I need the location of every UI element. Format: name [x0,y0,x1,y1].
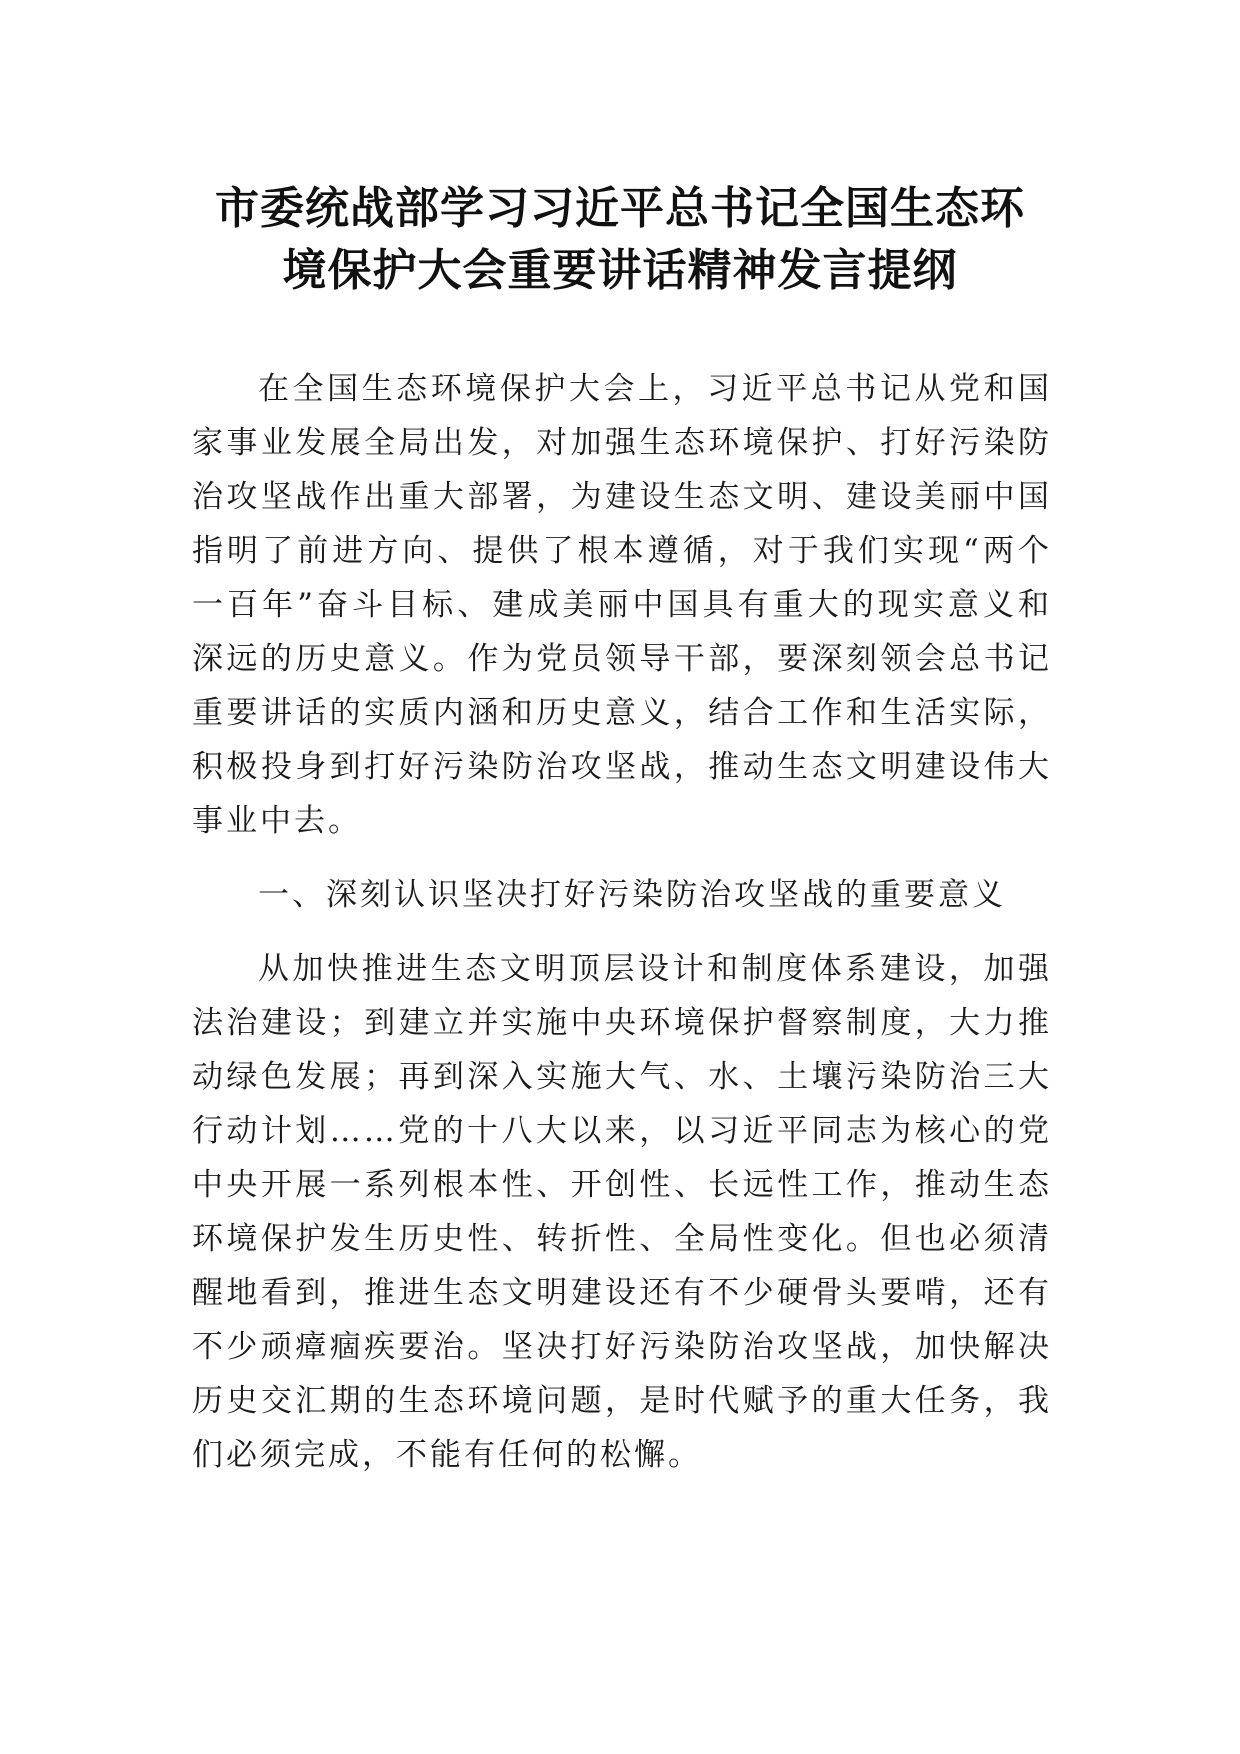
document-body [192,362,1052,1502]
intro-paragraph: 在全国生态环境保护大会上，习近平总书记从党和国家事业发展全局出发，对加强生态环境保护、打好污染防治攻坚战作出重大部署，为建设生态文明、建设美丽中国指明了前进方向、提供了根本遵循，对于我们实现“两个一百年”奋斗目标、建成美丽中国具有重大的现实意义和深远的历史意义。作为党员领导干部，要深刻领会总书记重要讲话的实质内涵和历史意义，结合工作和生活实际，积极投身到打好污染防治攻坚战，推动生态文明建设伟大事业中去。 [192,371,1052,839]
title-line-2: 境保护大会重要讲话精神发言提纲 [282,245,958,296]
section-paragraph: 从加快推进生态文明顶层设计和制度体系建设，加强法治建设；到建立并实施中央环境保护督察制度，大力推动绿色发展；再到深入实施大气、水、土壤污染防治三大行动计划……党的十八大以来，以习近平同志为核心的党中央开展一系列根本性、开创性、长远性工作，推动生态环境保护发生历史性、转折性、全局性变化。但也必须清醒地看到，推进生态文明建设还有不少硬骨头要啃，还有不少顽瘴痼疾要治。坚决打好污染防治攻坚战，加快解决历史交汇期的生态环境问题，是时代赋予的重大任务，我们必须完成，不能有任何的松懈。 [192,951,1052,1473]
title-line-1: 市委统战部学习习近平总书记全国生态环 [215,183,1025,234]
document-title [150,178,1090,302]
section-heading: 一、深刻认识坚决打好污染防治攻坚战的重要意义 [258,877,1006,913]
